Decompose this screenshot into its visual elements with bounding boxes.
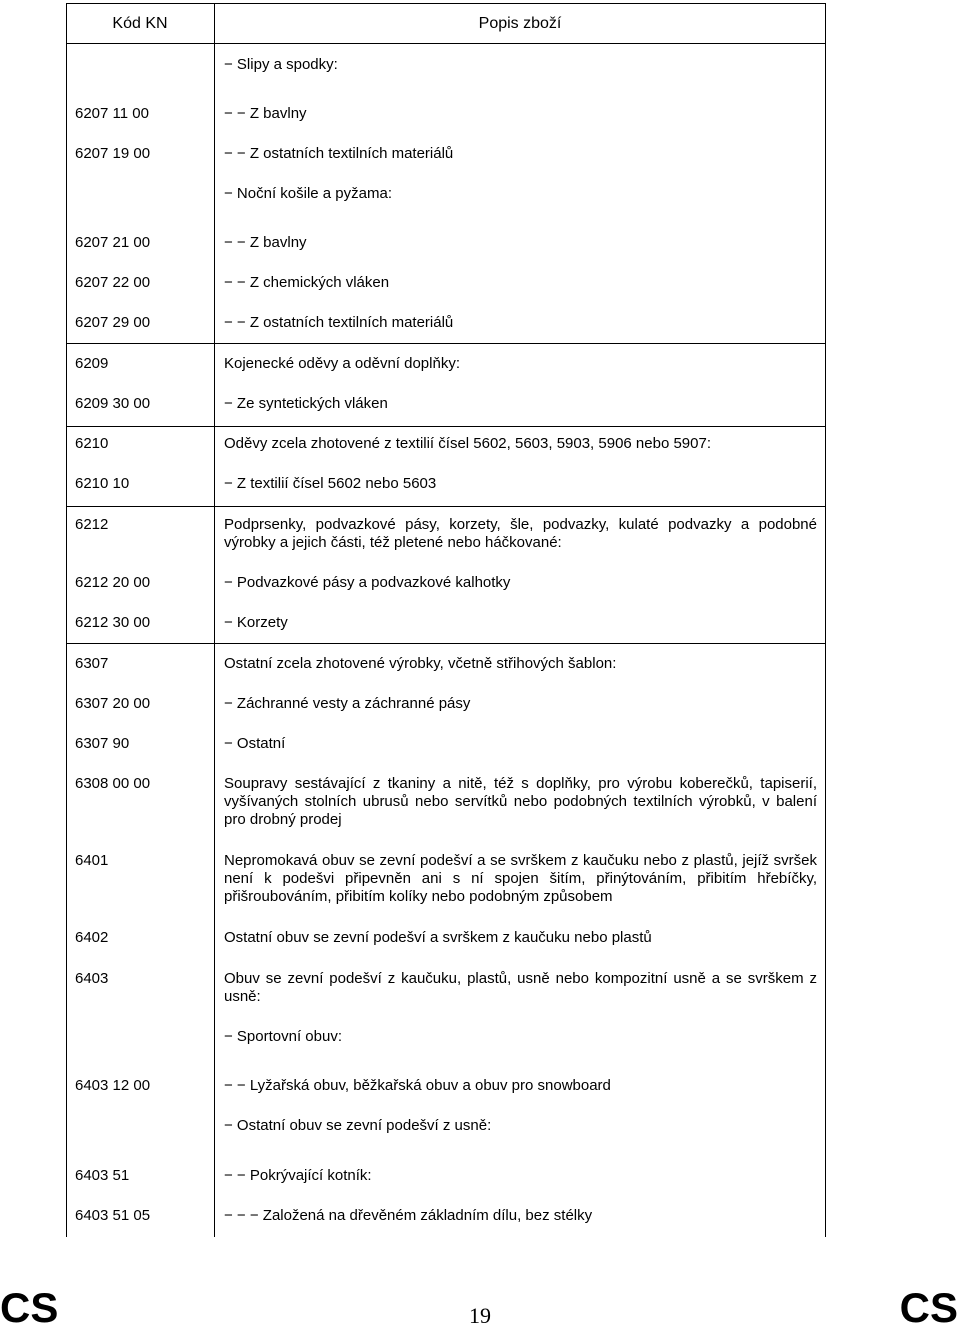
- row-description: − Korzety: [224, 614, 288, 631]
- row-code: 6209: [75, 355, 109, 372]
- row-code: 6402: [75, 929, 109, 946]
- row-description: − Ostatní: [224, 735, 286, 752]
- row-description: − Záchranné vesty a záchranné pásy: [224, 695, 471, 712]
- row-code: 6207 21 00: [75, 234, 151, 251]
- row-code: 6403 12 00: [75, 1077, 151, 1094]
- row-description: Ostatní zcela zhotovené výrobky, včetně střihových šablon:: [224, 655, 617, 672]
- group-divider: [66, 426, 826, 427]
- row-code: 6403 51: [75, 1167, 130, 1184]
- row-description: − − Z bavlny: [224, 105, 307, 122]
- row-code: 6207 11 00: [75, 105, 149, 122]
- row-description: − Ostatní obuv se zevní podešví z usně:: [224, 1117, 492, 1134]
- row-code: 6207 19 00: [75, 145, 151, 162]
- page-number: 19: [469, 1303, 491, 1328]
- row-code: 6307 20 00: [75, 695, 151, 712]
- row-description: − Sportovní obuv:: [224, 1028, 342, 1045]
- row-code: 6210: [75, 435, 109, 452]
- row-description: − − − Založená na dřevěném základním dílu, bez stélky: [224, 1207, 593, 1224]
- group-divider: [66, 506, 826, 507]
- header-divider: [66, 43, 826, 44]
- footer-language-mark-left: CS: [0, 1284, 59, 1331]
- row-code: 6403 51 05: [75, 1207, 151, 1224]
- row-code: 6307 90: [75, 735, 130, 752]
- row-code: 6209 30 00: [75, 395, 151, 412]
- group-divider: [66, 343, 826, 344]
- row-description: − Ze syntetických vláken: [224, 395, 388, 412]
- row-code: 6308 00 00: [75, 775, 151, 792]
- row-description: − − Z ostatních textilních materiálů: [224, 145, 454, 162]
- row-description: Obuv se zevní podešví z kaučuku, plastů, usně nebo kompozitní usně a se svrškem z usně:: [224, 970, 817, 1005]
- table-border-left: [66, 3, 67, 1237]
- row-description: Kojenecké oděvy a oděvní doplňky:: [224, 355, 460, 372]
- row-code: 6212 20 00: [75, 574, 151, 591]
- row-description: − Z textilií čísel 5602 nebo 5603: [224, 475, 437, 492]
- row-description: Nepromokavá obuv se zevní podešví a se svrškem z kaučuku nebo z plastů, jejíž svršek není k podešvi připevněn ani s ní spojen šitím, přinýtováním, přibitím hřebíčky, přišroubováním, přibitím kolíky nebo podobným způsobem: [224, 852, 817, 905]
- row-description: − − Z ostatních textilních materiálů: [224, 314, 454, 331]
- table-border-top: [66, 3, 826, 4]
- group-divider: [66, 643, 826, 644]
- row-code: 6307: [75, 655, 109, 672]
- column-header-description: Popis zboží: [478, 15, 562, 32]
- row-code: 6212: [75, 516, 109, 533]
- row-code: 6210 10: [75, 475, 130, 492]
- row-description: Podprsenky, podvazkové pásy, korzety, šle, podvazky, kulaté podvazky a podobné výrobky a jejich části, též pletené nebo háčkované:: [224, 516, 817, 551]
- row-code: 6403: [75, 970, 109, 987]
- column-divider: [214, 3, 215, 1237]
- tariff-table: [66, 3, 826, 1237]
- row-description: − − Z chemických vláken: [224, 274, 390, 291]
- row-description: − Podvazkové pásy a podvazkové kalhotky: [224, 574, 511, 591]
- row-description: Ostatní obuv se zevní podešví a svrškem z kaučuku nebo plastů: [224, 929, 652, 946]
- row-code: 6207 22 00: [75, 274, 151, 291]
- footer-language-mark-right: CS: [899, 1284, 958, 1331]
- row-code: 6212 30 00: [75, 614, 151, 631]
- row-code: 6401: [75, 852, 109, 869]
- row-description: − − Lyžařská obuv, běžkařská obuv a obuv pro snowboard: [224, 1077, 611, 1094]
- table-border-right: [825, 3, 826, 1237]
- row-description: − − Pokrývající kotník:: [224, 1167, 372, 1184]
- row-description: − − Z bavlny: [224, 234, 307, 251]
- column-header-code: Kód KN: [112, 15, 168, 32]
- row-description: Oděvy zcela zhotovené z textilií čísel 5602, 5603, 5903, 5906 nebo 5907:: [224, 435, 712, 452]
- row-description: Soupravy sestávající z tkaniny a nitě, též s doplňky, pro výrobu koberečků, tapiserií, vyšívaných stolních ubrusů nebo servítků nebo podobných textilních výrobků, v balení pro drobný prodej: [224, 775, 817, 828]
- row-description: − Noční košile a pyžama:: [224, 185, 392, 202]
- row-code: 6207 29 00: [75, 314, 151, 331]
- row-description: − Slipy a spodky:: [224, 56, 338, 73]
